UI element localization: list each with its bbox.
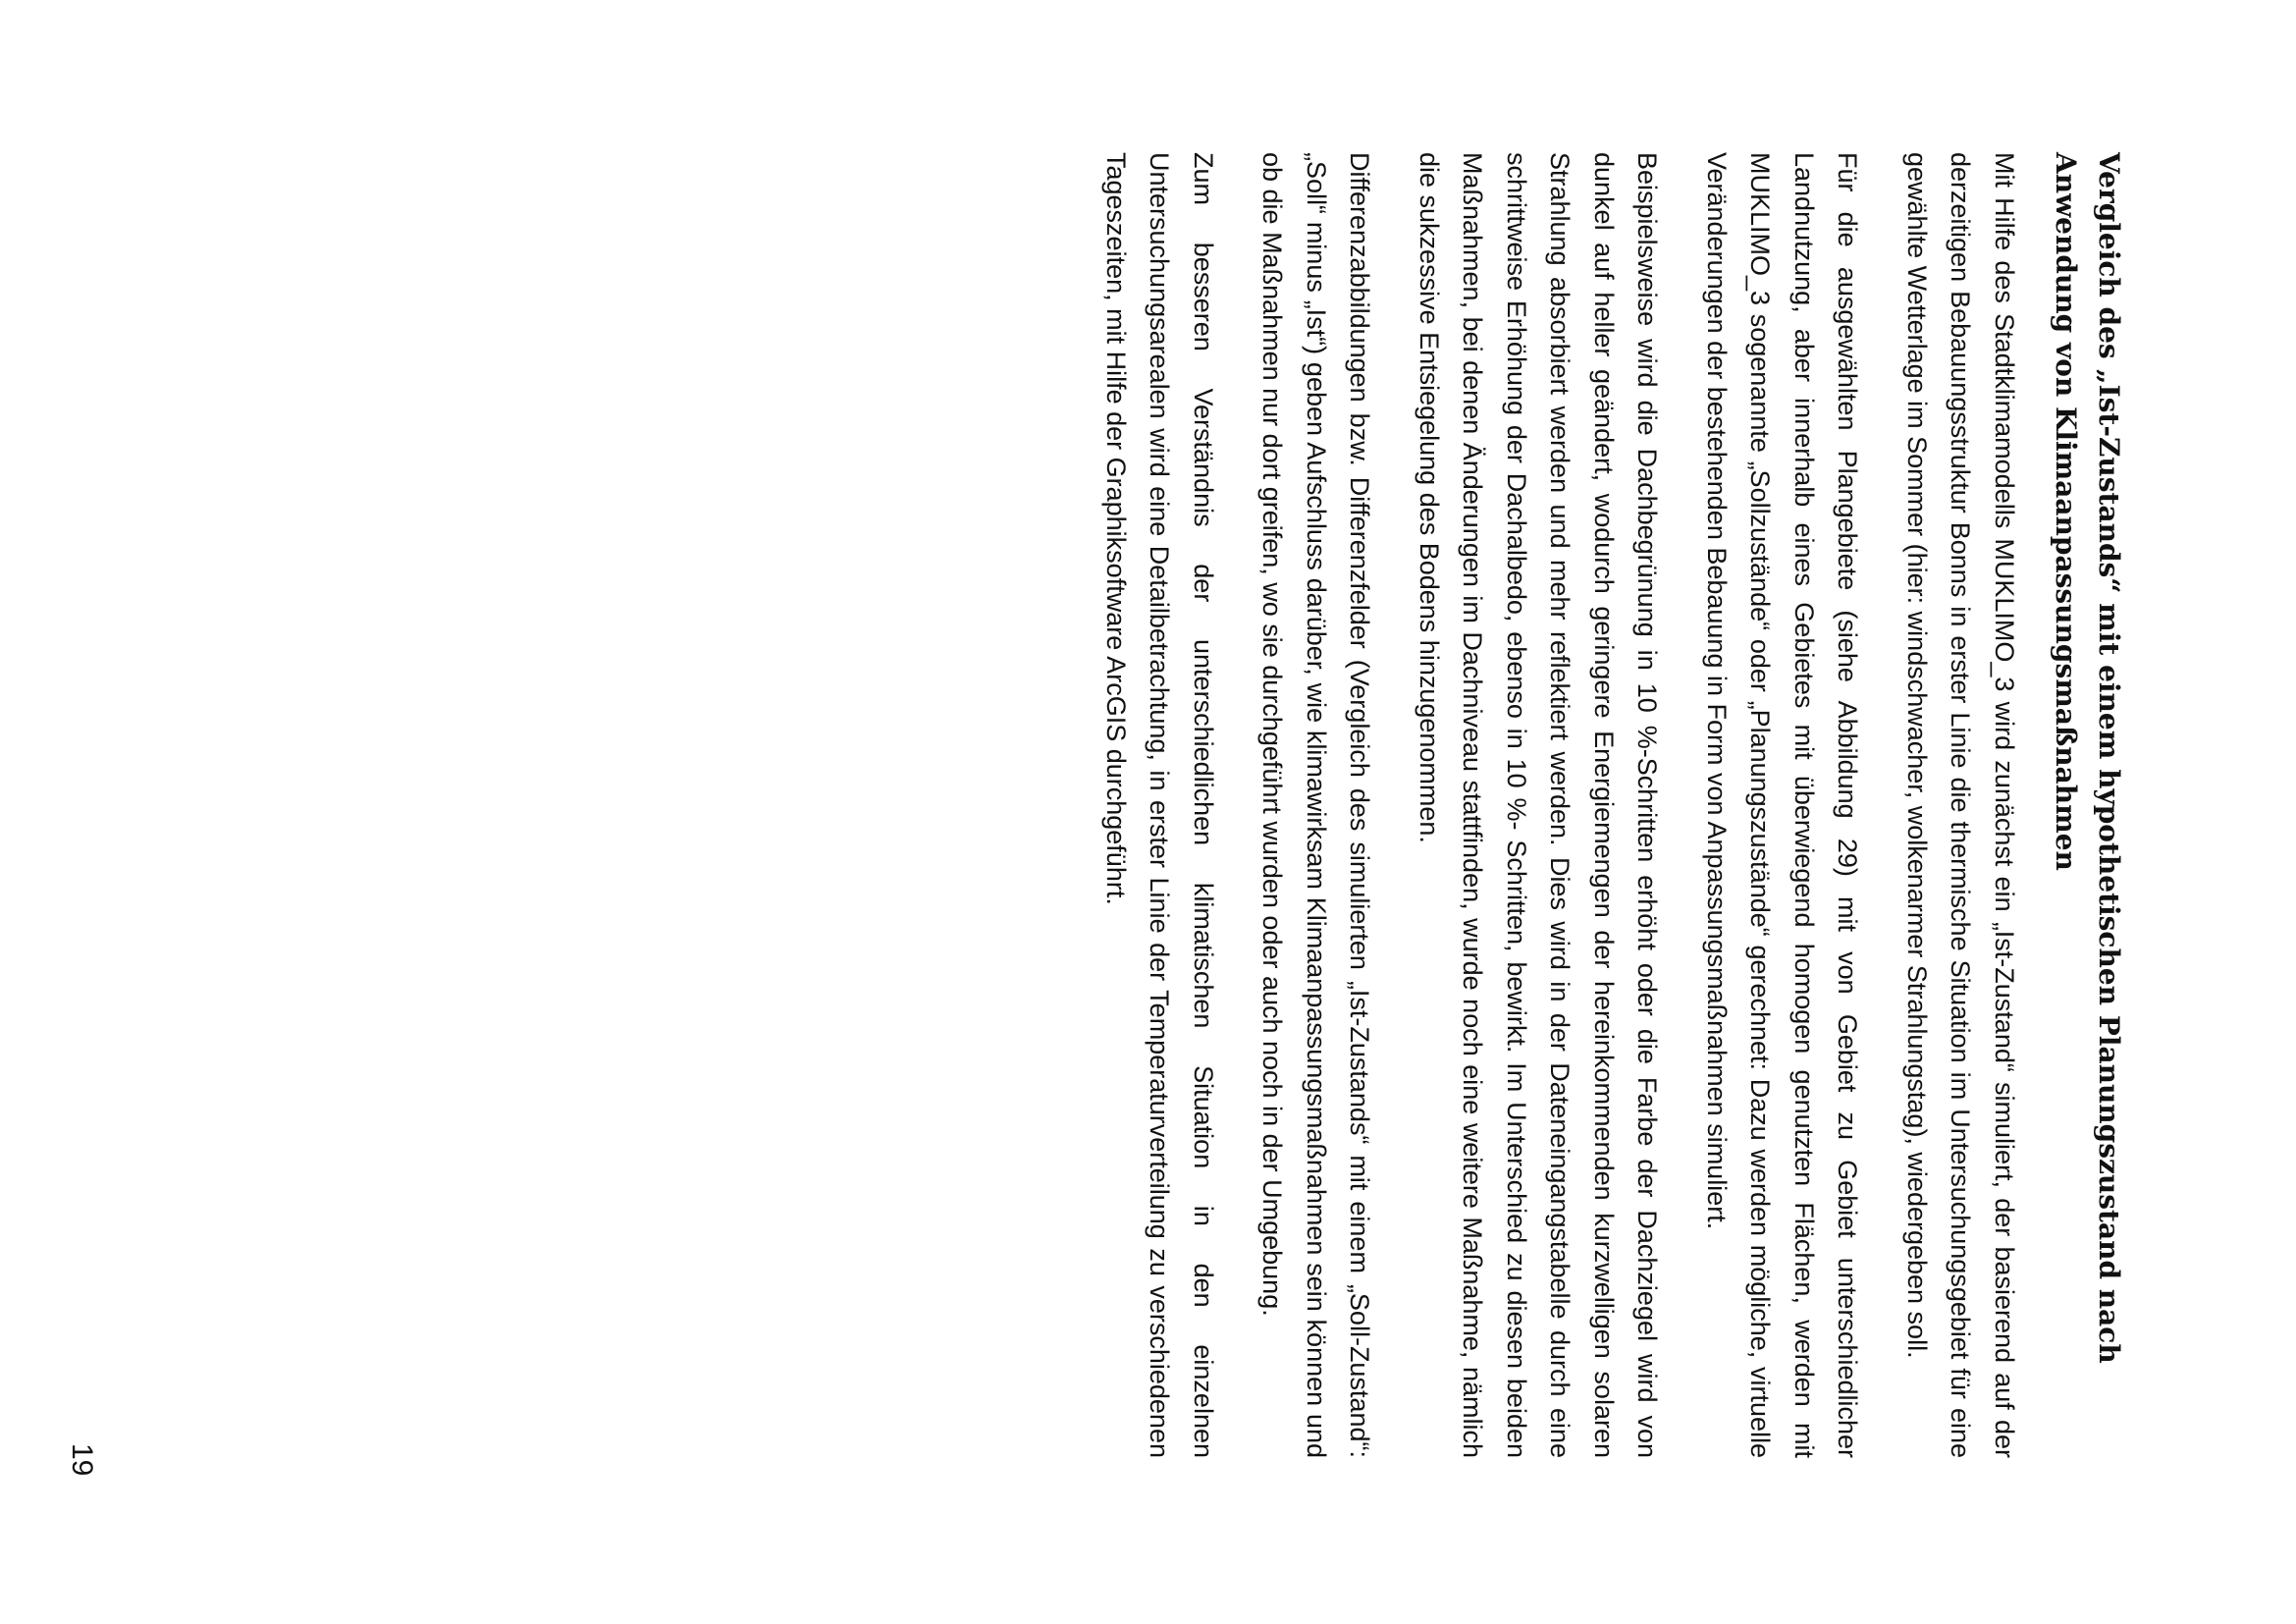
- paragraph-dachbegruenung: Beispielsweise wird die Dachbegrünung in 10 %-Schritten erhöht oder die Farbe der Dachziegel wird von dunkel auf heller geändert, wodurch geringere Energiemengen der hereinkommenden kurzwelligen solaren Strahlung absorbiert werden und mehr reflektiert werden. Dies wird in der Dateneingangstabelle durch eine schrittweise Erhöhung der Dachalbedo, ebenso in 10 %- Schritten, bewirkt. Im Unterschied zu diesen beiden Maßnahmen, bei denen Änderungen im Dachniveau stattfinden, wurde noch eine weitere Maßnahme, nämlich die sukzessive Entsiegelung des Bodens hinzugenommen.: [1415, 152, 1663, 1458]
- section-heading: Vergleich des „Ist-Zustands“ mit einem hypothetischen Planungszustand nach Anwendung von Klimaanpassungsmaßnahmen: [2050, 152, 2125, 1364]
- paragraph-ist-zustand: Mit Hilfe des Stadtklimamodells MUKLIMO_3 wird zunächst ein „Ist-Zustand“ simuliert, der basierend auf der derzeitigen Bebauungsstruktur Bonns in erster Linie die thermische Situation im Untersuchungsgebiet für eine gewählte Wetterlage im Sommer (hier: windschwacher, wolkenarmer Strahlungstag), wiedergeben soll.: [1902, 152, 2019, 1458]
- page-number: 19: [66, 1443, 98, 1477]
- paragraph-plangebiete: Für die ausgewählten Plangebiete (siehe Abbildung 29) mit von Gebiet zu Gebiet unterschiedlicher Landnutzung, aber innerhalb eines Gebietes mit überwiegend homogen genutzten Flächen, werden mit MUKLIMO_3 sogenannte „Sollzustände“ oder „Planungszustände“ gerechnet: Dazu werden mögliche, virtuelle Veränderungen der bestehenden Bebauung in Form von Anpassungsmaßnahmen simuliert.: [1702, 152, 1863, 1458]
- paragraph-detailbetrachtung: Zum besseren Verständnis der unterschiedlichen klimatischen Situation in den einzelnen Untersuchungsarealen wird eine Detailbetrachtung, in erster Linie der Temperaturverteilung zu verschiedenen Tageszeiten, mit Hilfe der Graphiksoftware ArcGIS durchgeführt.: [1101, 152, 1218, 1458]
- page-content: [1069, 152, 2131, 1458]
- paragraph-differenzabbildungen: Differenzabbildungen bzw. Differenzfelder (Vergleich des simulierten „Ist-Zustands“ mit einem „Soll-Zustand“: „Soll“ minus „Ist“) geben Aufschluss darüber, wie klimawirksam Klimaanpassungsmaßnahmen sein können und ob die Maßnahmen nur dort greifen, wo sie durchgeführt wurden oder auch noch in der Umgebung.: [1257, 152, 1375, 1458]
